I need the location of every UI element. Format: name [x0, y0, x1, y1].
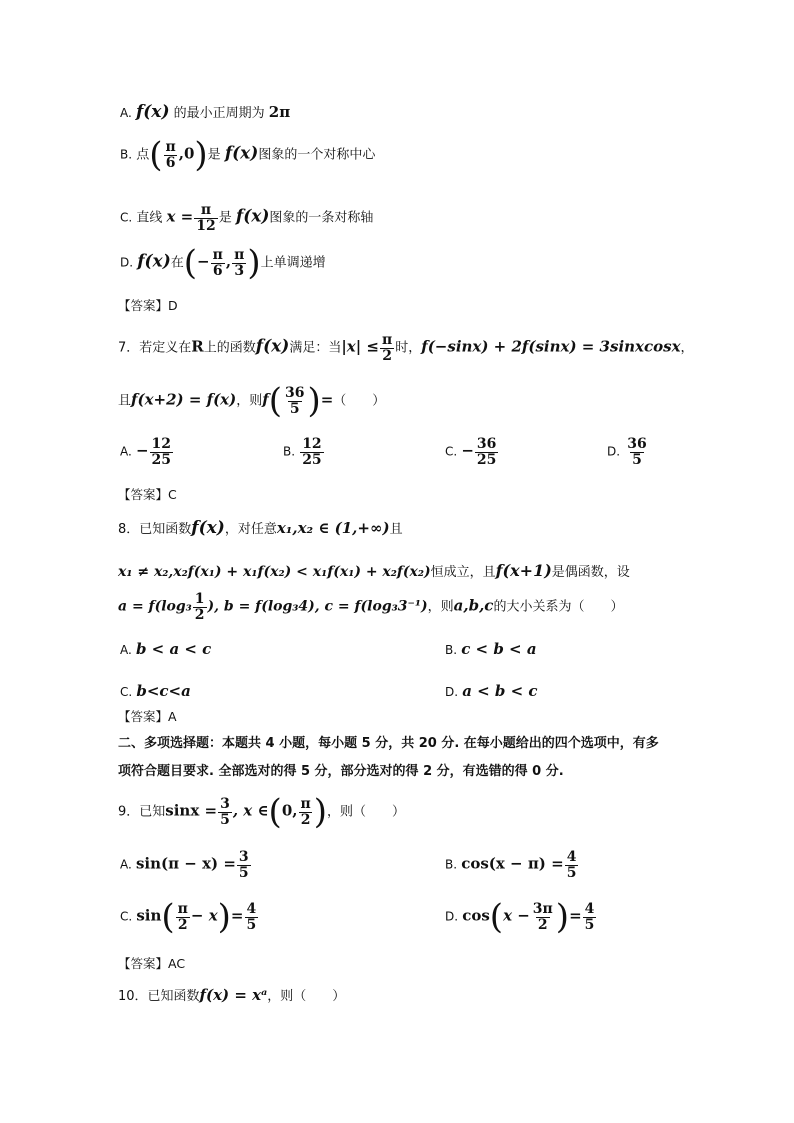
denominator: 3 — [234, 262, 245, 279]
math-expression: b < a < c — [135, 640, 212, 658]
denominator: 5 — [632, 451, 642, 468]
left-paren: ( — [489, 897, 504, 937]
q6-answer: 【答案】D — [118, 298, 178, 313]
numerator: 4 — [584, 900, 595, 917]
q8-stem-line1 — [118, 520, 403, 537]
stem-text: 上的函数 — [203, 340, 256, 356]
stem-text: ，对任意 — [224, 522, 277, 537]
denominator: 25 — [302, 451, 322, 468]
q6-option-c — [120, 203, 373, 233]
math-text: |x| ≤ — [341, 337, 379, 356]
q6-option-a — [120, 104, 290, 121]
stem-text: 且 — [118, 393, 132, 409]
math-definition: ), b = f(log₃4), c = f(log₃3⁻¹) — [207, 598, 428, 615]
fraction — [163, 140, 177, 170]
fraction — [283, 386, 306, 416]
numerator: π — [177, 900, 188, 917]
denominator: 2 — [177, 916, 188, 933]
math-text: 0, — [281, 801, 298, 820]
option-label: A. — [120, 444, 132, 459]
q8-option-b — [445, 642, 537, 657]
minus-sign: − — [135, 441, 149, 460]
section-heading-line1: 二、多项选择题：本题共 4 小题，每小题 5 分，共 20 分. 在每小题给出的四个选项中，有多 — [118, 736, 659, 751]
math-text: sin(π − x) = — [135, 854, 236, 873]
denominator: 12 — [196, 217, 216, 234]
math-function: cos — [462, 906, 490, 925]
denominator: 5 — [566, 864, 577, 881]
fraction — [245, 902, 259, 932]
numerator: 4 — [246, 900, 257, 917]
option-label: D. — [445, 685, 459, 699]
stem-text: ，则（ ） — [267, 989, 346, 1004]
option-label: C. — [120, 909, 133, 924]
math-text: , x ∈ — [232, 801, 269, 820]
math-text: − x — [190, 906, 218, 925]
stem-text: 是偶函数，设 — [551, 565, 630, 580]
math-text: x − — [503, 906, 530, 925]
math-function: f — [262, 390, 269, 409]
q10-stem — [118, 988, 345, 1003]
minus-sign: − — [461, 441, 474, 460]
numerator: 36 — [627, 436, 647, 452]
right-paren: ) — [307, 381, 321, 421]
math-function: f(x) = xᵃ — [199, 986, 268, 1004]
math-text: ,0 — [178, 144, 195, 163]
stem-text: 满足：当 — [289, 340, 342, 356]
option-text: 是 — [207, 147, 221, 163]
denominator: 2 — [537, 916, 548, 933]
q8-option-d — [445, 684, 538, 699]
math-text: = — [569, 906, 582, 925]
fraction — [380, 333, 394, 363]
q9-stem — [118, 792, 406, 832]
fraction — [176, 902, 190, 932]
denominator: 5 — [584, 916, 595, 933]
stem-text: 且 — [389, 522, 403, 537]
stem-text: 7．若定义在 — [118, 340, 192, 356]
q7-option-d — [607, 437, 650, 467]
numerator: π — [234, 246, 245, 263]
q9-option-d — [445, 897, 597, 937]
q9-option-b — [445, 850, 579, 880]
math-function: f(x) — [135, 102, 170, 122]
right-paren: ) — [247, 243, 261, 283]
option-text: 直线 — [136, 210, 163, 226]
right-paren: ) — [194, 135, 208, 175]
fraction — [218, 797, 232, 827]
q7-option-c — [445, 437, 499, 467]
math-expression: c < b < a — [461, 640, 537, 658]
denominator: 6 — [212, 262, 223, 279]
math-function: f(x) — [137, 251, 171, 272]
q9-answer: 【答案】AC — [118, 956, 186, 971]
stem-text: ， — [680, 340, 694, 356]
math-function: f(x) — [191, 518, 225, 538]
option-text: 是 — [218, 210, 232, 226]
option-text: 在 — [170, 255, 184, 271]
fraction — [300, 437, 323, 467]
fraction — [298, 797, 312, 827]
q8-answer: 【答案】A — [118, 709, 177, 724]
q9-option-a — [120, 850, 252, 880]
q6-option-d — [120, 243, 326, 283]
option-label: A. — [120, 106, 132, 120]
denominator: 5 — [246, 916, 257, 933]
option-label: B. — [120, 147, 133, 162]
fraction — [625, 437, 648, 467]
option-text: 图象的一个对称中心 — [258, 147, 376, 163]
right-paren: ) — [217, 897, 231, 937]
numerator: 12 — [302, 436, 322, 452]
stem-text: 10．已知函数 — [118, 989, 200, 1004]
numerator: 36 — [284, 384, 305, 401]
stem-text: 恒成立，且 — [430, 565, 496, 580]
q7-option-a — [120, 437, 174, 467]
fraction — [565, 850, 579, 880]
stem-text: 9．已知 — [118, 804, 166, 820]
math-text: = — [320, 390, 334, 409]
fraction — [237, 850, 251, 880]
option-label: D. — [120, 255, 134, 270]
option-text: 的最小正周期为 — [173, 106, 265, 121]
denominator: 2 — [300, 811, 311, 828]
math-definition: a = f(log₃ — [118, 598, 192, 615]
q8-stem-line3 — [118, 592, 623, 622]
math-text: sinx = — [165, 801, 218, 820]
denominator: 6 — [165, 154, 176, 171]
denominator: 5 — [238, 864, 249, 881]
numerator: π — [381, 332, 393, 348]
numerator: π — [165, 138, 176, 155]
math-text: = — [230, 906, 244, 925]
fraction — [194, 203, 217, 233]
option-label: C. — [120, 685, 133, 699]
fraction — [232, 248, 246, 278]
denominator: 25 — [476, 451, 497, 468]
q6-option-b — [120, 135, 376, 175]
stem-text: 的大小关系为（ ） — [493, 599, 624, 615]
math-inequality: x₁ ≠ x₂,x₂f(x₁) + x₁f(x₂) < x₁f(x₁) + x₂f(x₂) — [118, 564, 431, 580]
q7-stem-line1 — [118, 333, 694, 363]
left-paren: ( — [268, 381, 282, 421]
math-expression: a < b < c — [462, 682, 538, 700]
numerator: 36 — [476, 436, 497, 452]
numerator: π — [200, 202, 212, 218]
fraction — [193, 592, 207, 622]
q9-option-c — [120, 897, 259, 937]
q7-stem-line2 — [118, 381, 386, 421]
math-set: R — [191, 337, 204, 356]
option-label: C. — [120, 210, 133, 225]
left-paren: ( — [183, 243, 198, 283]
math-equation: f(x+2) = f(x) — [131, 390, 237, 409]
option-label: C. — [445, 444, 458, 459]
numerator: 12 — [151, 436, 172, 452]
numerator: 4 — [566, 849, 577, 865]
left-paren: ( — [149, 135, 163, 175]
option-label: B. — [283, 444, 296, 459]
numerator: 3π — [532, 900, 553, 917]
math-function: f(x) — [235, 206, 270, 227]
option-text: 点 — [136, 147, 150, 163]
stem-text: 8．已知函数 — [118, 522, 192, 537]
fraction — [211, 248, 225, 278]
q7-option-b — [283, 437, 325, 467]
math-expression: b<c<a — [136, 682, 191, 700]
option-label: A. — [120, 857, 132, 872]
stem-text: 时， — [395, 340, 422, 356]
q8-option-c — [120, 684, 191, 699]
denominator: 2 — [382, 347, 392, 364]
math-equation: f(−sinx) + 2f(sinx) = 3sinxcosx — [421, 337, 681, 356]
left-paren: ( — [268, 792, 282, 832]
right-paren: ) — [313, 792, 327, 832]
answer-blank: （ ） — [333, 393, 386, 409]
option-label: D. — [607, 444, 621, 459]
q7-answer: 【答案】C — [118, 487, 177, 502]
denominator: 2 — [194, 606, 205, 623]
stem-text: ，则 — [236, 393, 263, 409]
math-text: a,b,c — [453, 596, 494, 615]
stem-text: ，则 — [427, 599, 454, 615]
option-label: A. — [120, 643, 132, 657]
right-paren: ) — [555, 897, 570, 937]
math-text: cos(x − π) = — [461, 854, 564, 873]
denominator: 25 — [151, 451, 172, 468]
option-text: 上单调递增 — [260, 255, 326, 271]
math-text: x₁,x₂ ∈ (1,+∞) — [276, 519, 390, 537]
fraction — [583, 902, 597, 932]
math-function: f(x) — [255, 336, 290, 357]
numerator: π — [212, 246, 223, 263]
numerator: 1 — [194, 591, 205, 607]
numerator: π — [300, 795, 311, 812]
math-function: f(x) — [224, 143, 259, 164]
denominator: 5 — [289, 400, 300, 417]
fraction — [531, 902, 555, 932]
math-function: f(x+1) — [495, 561, 552, 580]
numerator: 3 — [238, 849, 249, 865]
numerator: 3 — [220, 795, 230, 812]
stem-text: ，则（ ） — [327, 804, 406, 820]
math-text: x = — [166, 207, 194, 226]
option-label: D. — [445, 909, 459, 924]
option-label: B. — [445, 643, 458, 657]
comma: , — [225, 252, 232, 271]
math-value: 2π — [268, 103, 291, 121]
denominator: 5 — [220, 811, 230, 828]
minus-sign: − — [197, 252, 210, 271]
q8-option-a — [120, 642, 211, 657]
option-text: 图象的一条对称轴 — [269, 210, 374, 226]
fraction — [150, 437, 173, 467]
option-label: B. — [445, 857, 458, 872]
left-paren: ( — [161, 897, 175, 937]
fraction — [475, 437, 498, 467]
section-heading-line2: 项符合题目要求. 全部选对的得 5 分，部分选对的得 2 分，有选错的得 0 分. — [118, 764, 564, 779]
math-function: sin — [136, 906, 162, 925]
q8-stem-line2 — [118, 563, 630, 579]
